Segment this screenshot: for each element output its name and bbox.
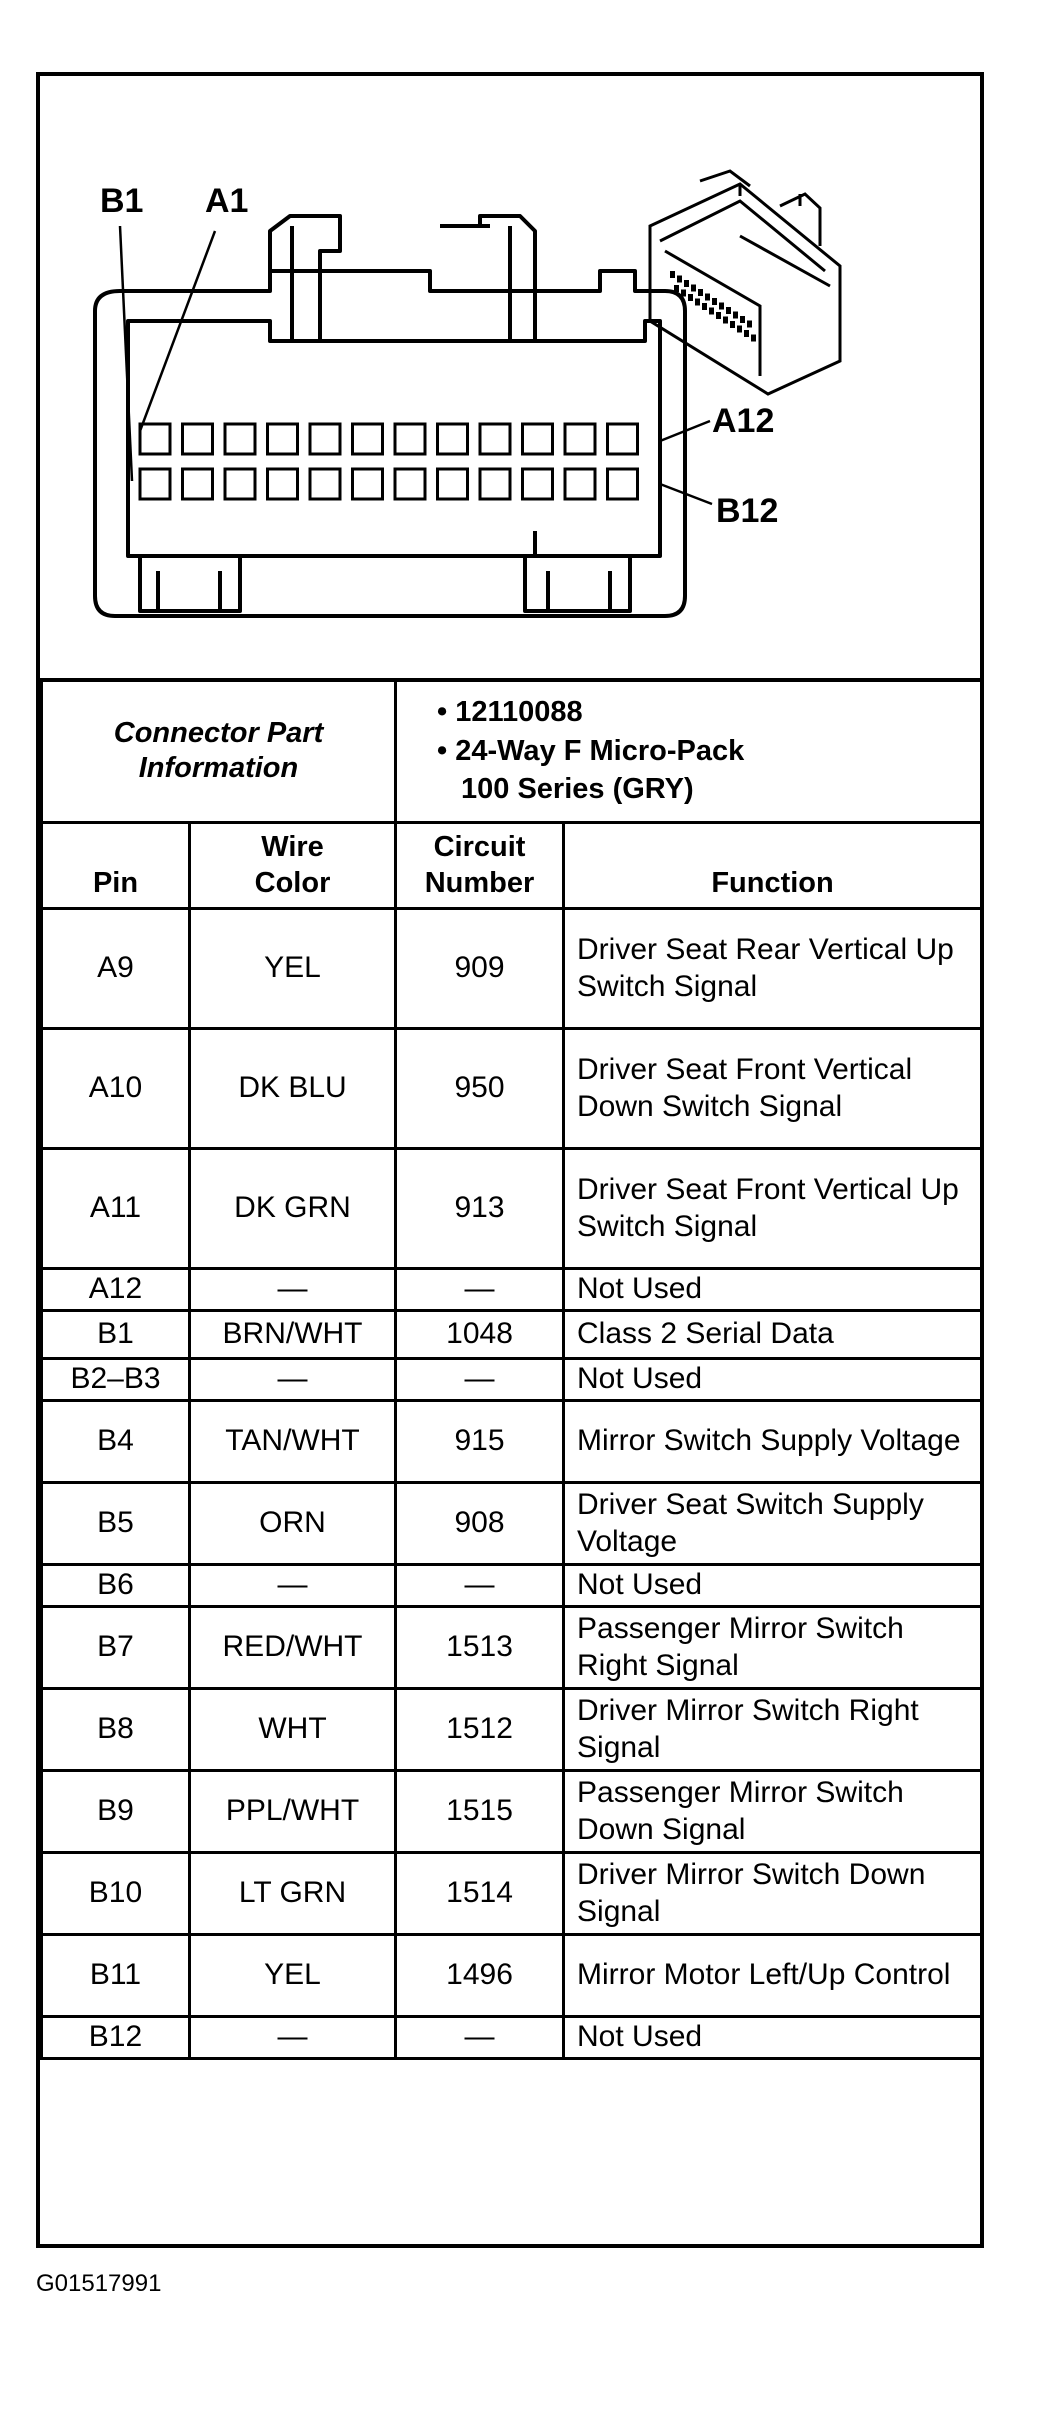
function-cell: Driver Seat Front Vertical Down Switch Signal: [564, 1029, 982, 1149]
mini-pin: [677, 276, 682, 283]
circuit-number-cell: 915: [396, 1401, 564, 1483]
pinout-table: [40, 678, 983, 2060]
pin-cavity: [140, 469, 170, 499]
table-row: [42, 1771, 982, 1853]
function-cell: Passenger Mirror Switch Down Signal: [564, 1771, 982, 1853]
wire-color-cell: YEL: [190, 909, 396, 1029]
wire-color-cell: —: [190, 1359, 396, 1401]
mini-pin: [681, 290, 686, 297]
mini-pin: [674, 285, 679, 292]
function-cell: Passenger Mirror Switch Right Signal: [564, 1607, 982, 1689]
pin-cell: B8: [42, 1689, 190, 1771]
pinout-rows: [42, 909, 982, 2059]
header-wire-color: [190, 823, 396, 909]
mini-pin: [698, 289, 703, 296]
mini-pin: [723, 317, 728, 324]
circuit-number-cell: 1515: [396, 1771, 564, 1853]
wire-color-cell: YEL: [190, 1935, 396, 2017]
pin-cell: B1: [42, 1311, 190, 1359]
pin-cell: B9: [42, 1771, 190, 1853]
connector-info-row: [42, 680, 982, 823]
connector-info-label: Connector Part Information: [42, 680, 396, 823]
wire-color-cell: WHT: [190, 1689, 396, 1771]
pin-cell: B7: [42, 1607, 190, 1689]
table-row: [42, 1401, 982, 1483]
wire-color-cell: BRN/WHT: [190, 1311, 396, 1359]
mini-pin: [712, 298, 717, 305]
pin-cavity: [480, 424, 510, 454]
wire-color-cell: PPL/WHT: [190, 1771, 396, 1853]
function-cell: Not Used: [564, 1359, 982, 1401]
mini-pin: [744, 330, 749, 337]
table-row: [42, 1565, 982, 1607]
table-row: [42, 2017, 982, 2059]
table-row: [42, 1935, 982, 2017]
header-row: [42, 823, 982, 909]
pin-cavity: [608, 424, 638, 454]
mini-pin: [702, 303, 707, 310]
circuit-number-cell: —: [396, 1565, 564, 1607]
pin-cell: A12: [42, 1269, 190, 1311]
table-row: [42, 1607, 982, 1689]
pin-cavity: [565, 424, 595, 454]
mini-pin: [740, 316, 745, 323]
wire-color-cell: —: [190, 1269, 396, 1311]
connector-diagram: [40, 76, 980, 682]
header-circuit-line2: Number: [424, 866, 535, 899]
pin-cavity: [523, 469, 553, 499]
pin-cavity: [183, 469, 213, 499]
pin-cell: B4: [42, 1401, 190, 1483]
pin-cavity: [608, 469, 638, 499]
pin-cavity: [395, 469, 425, 499]
mini-pin: [691, 285, 696, 292]
pin-cell: A11: [42, 1149, 190, 1269]
mini-pin: [751, 335, 756, 342]
function-cell: Driver Mirror Switch Down Signal: [564, 1853, 982, 1935]
table-row: [42, 1689, 982, 1771]
pin-cavity: [353, 424, 383, 454]
pin-cell: B2–B3: [42, 1359, 190, 1401]
pin-cell: B12: [42, 2017, 190, 2059]
mini-pin: [709, 308, 714, 315]
wire-color-cell: ORN: [190, 1483, 396, 1565]
function-cell: Not Used: [564, 2017, 982, 2059]
pin-cell: A10: [42, 1029, 190, 1149]
pin-cavity: [140, 424, 170, 454]
circuit-number-cell: 1048: [396, 1311, 564, 1359]
table-row: [42, 1269, 982, 1311]
circuit-number-cell: 908: [396, 1483, 564, 1565]
pin-cell: B11: [42, 1935, 190, 2017]
pin-cavity: [225, 469, 255, 499]
pin-cavity: [183, 424, 213, 454]
connector-front-view-icon: [40, 76, 980, 678]
mini-pin: [716, 312, 721, 319]
pin-cavity: [310, 469, 340, 499]
mini-pin: [733, 312, 738, 319]
table-row: [42, 909, 982, 1029]
label-b12: B12: [716, 492, 779, 530]
wire-color-cell: DK BLU: [190, 1029, 396, 1149]
label-b1: B1: [100, 182, 144, 220]
mini-pin: [747, 321, 752, 328]
table-row: [42, 1029, 982, 1149]
header-pin: Pin: [42, 823, 190, 909]
header-wire-color-line1: Wire: [261, 831, 324, 864]
pin-cell: B5: [42, 1483, 190, 1565]
header-circuit-line1: Circuit: [433, 831, 526, 864]
circuit-number-cell: —: [396, 2017, 564, 2059]
mini-pin: [695, 299, 700, 306]
table-row: [42, 1483, 982, 1565]
pin-cavity: [353, 469, 383, 499]
header-wire-color-line2: Color: [254, 866, 331, 899]
pin-cavity: [395, 424, 425, 454]
function-cell: Driver Seat Front Vertical Up Switch Signal: [564, 1149, 982, 1269]
wire-color-cell: RED/WHT: [190, 1607, 396, 1689]
mini-pin: [684, 280, 689, 287]
circuit-number-cell: 1513: [396, 1607, 564, 1689]
wire-color-cell: —: [190, 2017, 396, 2059]
wire-color-cell: —: [190, 1565, 396, 1607]
mini-pin: [730, 321, 735, 328]
function-cell: Driver Mirror Switch Right Signal: [564, 1689, 982, 1771]
label-a12: A12: [712, 402, 775, 440]
table-row: [42, 1311, 982, 1359]
image-code: G01517991: [36, 2270, 162, 2297]
mini-pin: [670, 271, 675, 278]
pin-cavity: [523, 424, 553, 454]
circuit-number-cell: 1496: [396, 1935, 564, 2017]
function-cell: Not Used: [564, 1565, 982, 1607]
mini-pin: [705, 294, 710, 301]
pin-cavity: [565, 469, 595, 499]
mini-pin: [737, 326, 742, 333]
pin-cavity: [438, 424, 468, 454]
wire-color-cell: DK GRN: [190, 1149, 396, 1269]
pin-cavity: [438, 469, 468, 499]
table-row: [42, 1853, 982, 1935]
header-function: Function: [564, 823, 982, 909]
mini-pin: [726, 307, 731, 314]
pin-cell: A9: [42, 909, 190, 1029]
pin-cavity: [480, 469, 510, 499]
table-row: [42, 1359, 982, 1401]
circuit-number-cell: 913: [396, 1149, 564, 1269]
circuit-number-cell: 1512: [396, 1689, 564, 1771]
circuit-number-cell: 950: [396, 1029, 564, 1149]
function-cell: Class 2 Serial Data: [564, 1311, 982, 1359]
pin-cavity: [268, 469, 298, 499]
pin-cell: B10: [42, 1853, 190, 1935]
wire-color-cell: TAN/WHT: [190, 1401, 396, 1483]
connector-sheet: [36, 72, 984, 2248]
function-cell: Not Used: [564, 1269, 982, 1311]
function-cell: Mirror Switch Supply Voltage: [564, 1401, 982, 1483]
circuit-number-cell: —: [396, 1269, 564, 1311]
part-number: • 12110088: [437, 696, 583, 729]
circuit-number-cell: —: [396, 1359, 564, 1401]
circuit-number-cell: 909: [396, 909, 564, 1029]
mini-pin: [719, 303, 724, 310]
mini-pin: [688, 294, 693, 301]
connector-description-line1: • 24-Way F Micro-Pack: [437, 734, 745, 767]
label-a1: A1: [205, 182, 249, 220]
function-cell: Mirror Motor Left/Up Control: [564, 1935, 982, 2017]
pin-cavity: [225, 424, 255, 454]
table-row: [42, 1149, 982, 1269]
header-circuit-number: [396, 823, 564, 909]
function-cell: Driver Seat Rear Vertical Up Switch Signal: [564, 909, 982, 1029]
pin-cavity: [310, 424, 340, 454]
pin-cell: B6: [42, 1565, 190, 1607]
connector-info-details: [396, 680, 982, 823]
connector-description-line2: 100 Series (GRY): [461, 773, 694, 806]
wire-color-cell: LT GRN: [190, 1853, 396, 1935]
function-cell: Driver Seat Switch Supply Voltage: [564, 1483, 982, 1565]
pin-cavity: [268, 424, 298, 454]
circuit-number-cell: 1514: [396, 1853, 564, 1935]
